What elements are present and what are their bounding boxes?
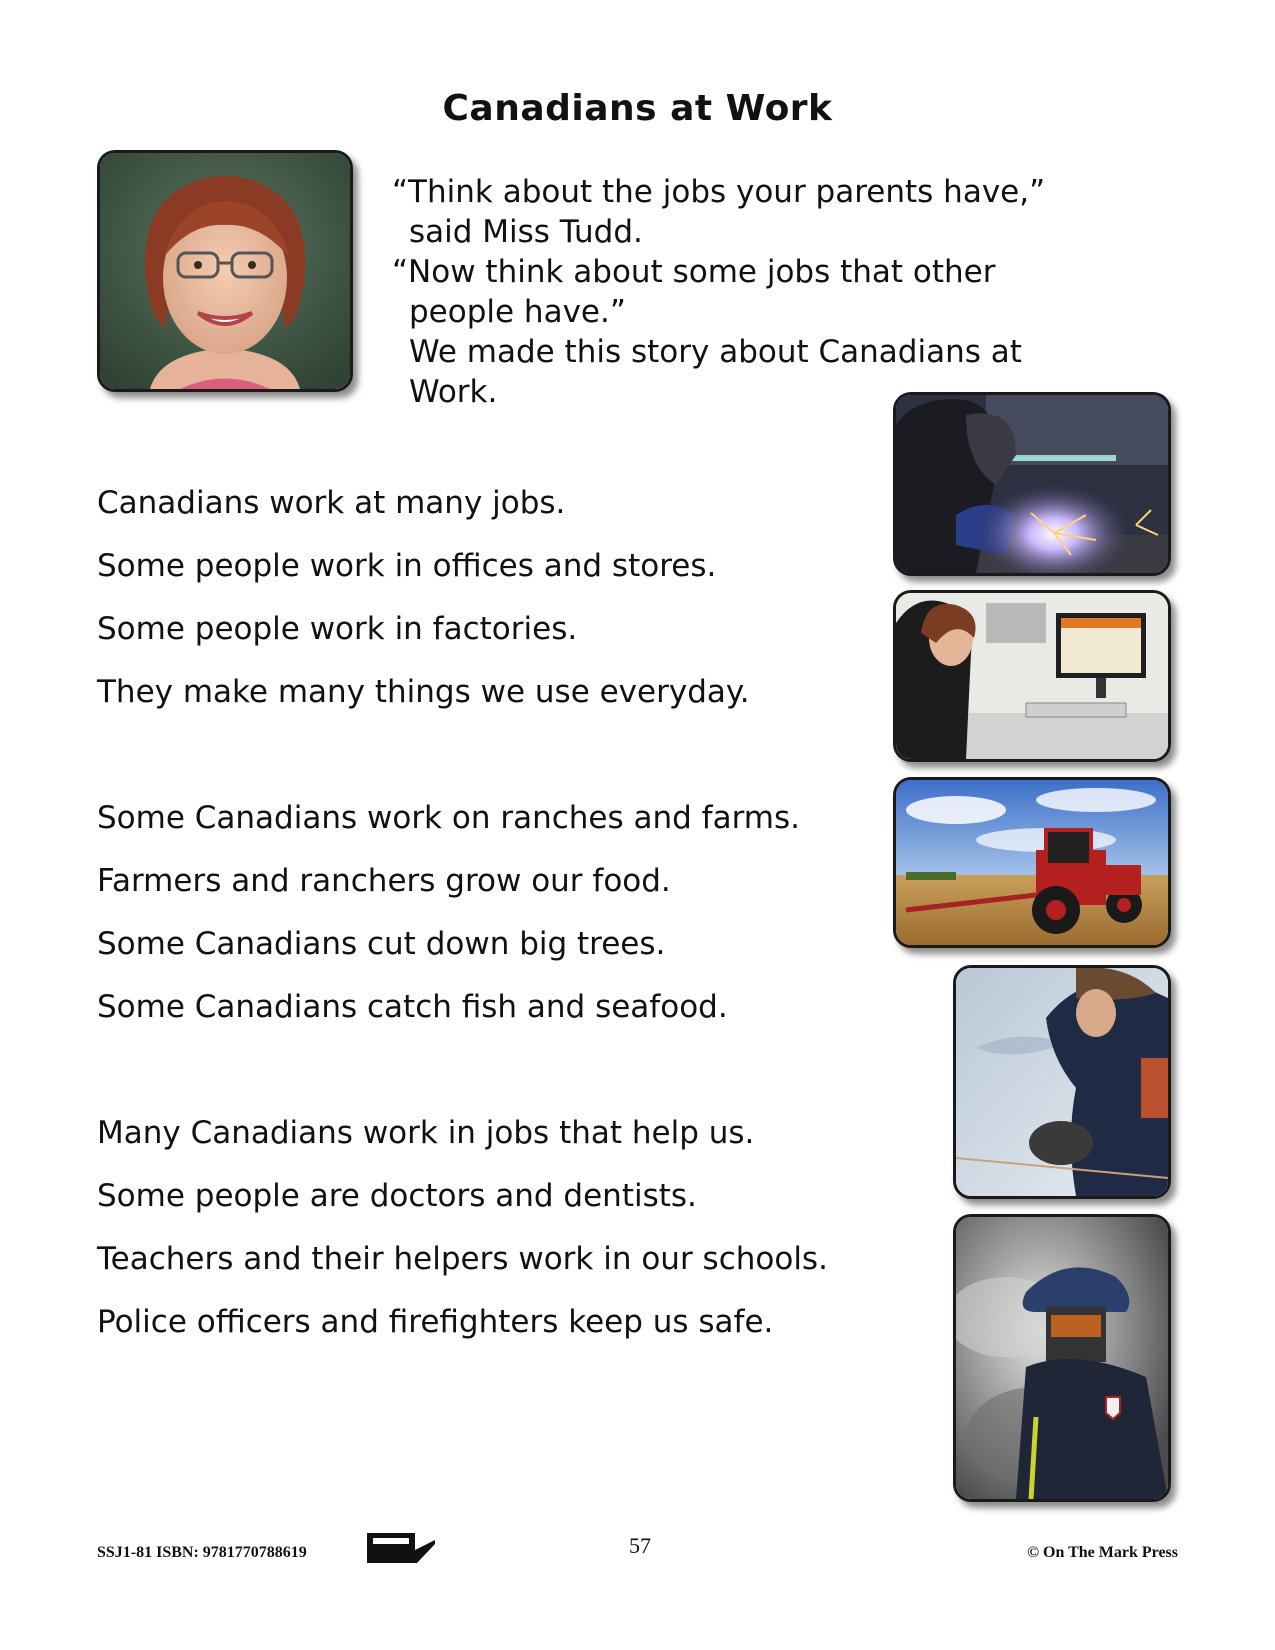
footer-isbn: SSJ1-81 ISBN: 9781770788619 (97, 1544, 307, 1561)
intro-text (392, 172, 1052, 412)
fisherman-photo (953, 965, 1171, 1199)
intro-line: “Now think about some jobs that other (392, 254, 996, 290)
story-line: Some people work in offices and stores. (97, 548, 717, 584)
story-line: Police officers and firefighters keep us safe. (97, 1304, 774, 1340)
page-title: Canadians at Work (442, 88, 833, 129)
story-line: Teachers and their helpers work in our schools. (97, 1241, 828, 1277)
book-icon (365, 1530, 437, 1566)
intro-line: said Miss Tudd. (409, 214, 643, 250)
story-line: They make many things we use everyday. (97, 674, 750, 710)
story-line: Farmers and ranchers grow our food. (97, 863, 671, 899)
intro-line: people have.” (409, 294, 626, 330)
teacher-photo (97, 150, 353, 392)
office-worker-photo (893, 590, 1171, 762)
intro-line: “Think about the jobs your parents have,” (392, 174, 1046, 210)
story-line: Some people work in factories. (97, 611, 578, 647)
intro-line: We made this story about Canadians at (409, 334, 1022, 370)
footer-publisher: © On The Mark Press (1027, 1544, 1178, 1561)
story-line: Some Canadians work on ranches and farms. (97, 800, 800, 836)
firefighter-photo (953, 1214, 1171, 1502)
intro-line: Work. (409, 374, 498, 410)
tractor-photo (893, 777, 1171, 948)
story-line: Some people are doctors and dentists. (97, 1178, 697, 1214)
story-line: Canadians work at many jobs. (97, 485, 566, 521)
story-line: Many Canadians work in jobs that help us. (97, 1115, 755, 1151)
story-line: Some Canadians catch fish and seafood. (97, 989, 728, 1025)
story-line: Some Canadians cut down big trees. (97, 926, 666, 962)
welder-photo (893, 392, 1171, 576)
page-number: 57 (629, 1533, 651, 1558)
